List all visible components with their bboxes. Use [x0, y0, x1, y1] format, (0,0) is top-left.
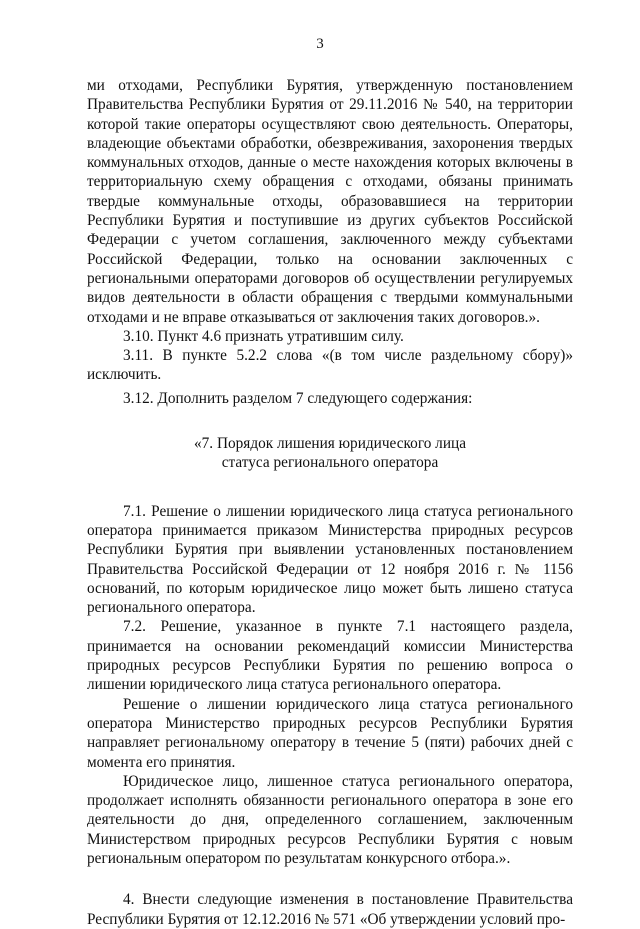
paragraph-7-1: 7.1. Решение о лишении юридического лица статуса регионального оператора принимается приказом Министерства природных ресурсов Республики Бурятия при выявлении установленных постановлением Правительства Российской Федерации от 12 ноября 2016 г. № 1156 оснований, по которым юридическое лицо может быть лишено статуса регионального оператора. — [87, 502, 573, 617]
paragraph-7-2-legal-entity: Юридическое лицо, лишенное статуса регионального оператора, продолжает исполнять обязанности регионального оператора в зоне его деятельности до дня, определенного соглашением, заключенным Министерством природных ресурсов Республики Бурятия с новым региональным оператором по результатам конкурсного отбора.». — [87, 772, 573, 867]
paragraph-3-12: 3.12. Дополнить разделом 7 следующего содержания: — [123, 389, 473, 407]
document-body — [87, 76, 573, 929]
section-7-title — [87, 434, 573, 473]
paragraph-3-11: 3.11. В пункте 5.2.2 слова «(в том числе раздельному сбору)» исключить. — [87, 347, 573, 384]
paragraph-7-2-decision: Решение о лишении юридического лица статуса регионального оператора Министерство природных ресурсов Республики Бурятия направляет региональному оператору в течение 5 (пяти) рабочих дней с момента его принятия. — [87, 695, 573, 771]
section-title-line-2: статуса регионального оператора — [221, 454, 439, 472]
paragraph-continuation: ми отходами, Республики Бурятия, утвержденную постановлением Правительства Республики Бурятия от 29.11.2016 № 540, на территории которой такие операторы осуществляют свою деятельность. Операторы, владеющие объектами обработки, обезвреживания, захоронения твердых коммунальных отходов, данные о месте нахождения которых включены в территориальную схему обращения с отходами, обязаны принимать твердые коммунальные отходы, образовавшиеся на территории Республики Бурятия и поступившие из других субъектов Российской Федерации с учетом соглашения, заключенного между субъектами Российской Федерации, только на основании заключенных с региональными операторами договоров об осуществлении регулируемых видов деятельности в области обращения с твердыми коммунальными отходами и не вправе отказываться от заключения таких договоров.». — [87, 77, 573, 326]
paragraph-4: 4. Внести следующие изменения в постановление Правительства Республики Бурятия от 12.12.2016 № 571 «Об утверждении условий про- — [87, 891, 573, 928]
section-title-line-1: «7. Порядок лишения юридического лица — [194, 435, 466, 453]
paragraph-3-10: 3.10. Пункт 4.6 признать утратившим силу. — [123, 327, 404, 345]
paragraph-7-2: 7.2. Решение, указанное в пункте 7.1 настоящего раздела, принимается на основании рекомендаций комиссии Министерства природных ресурсов Республики Бурятия по решению вопроса о лишении юридического лица статуса регионального оператора. — [87, 618, 573, 694]
page-number: 3 — [316, 36, 324, 52]
